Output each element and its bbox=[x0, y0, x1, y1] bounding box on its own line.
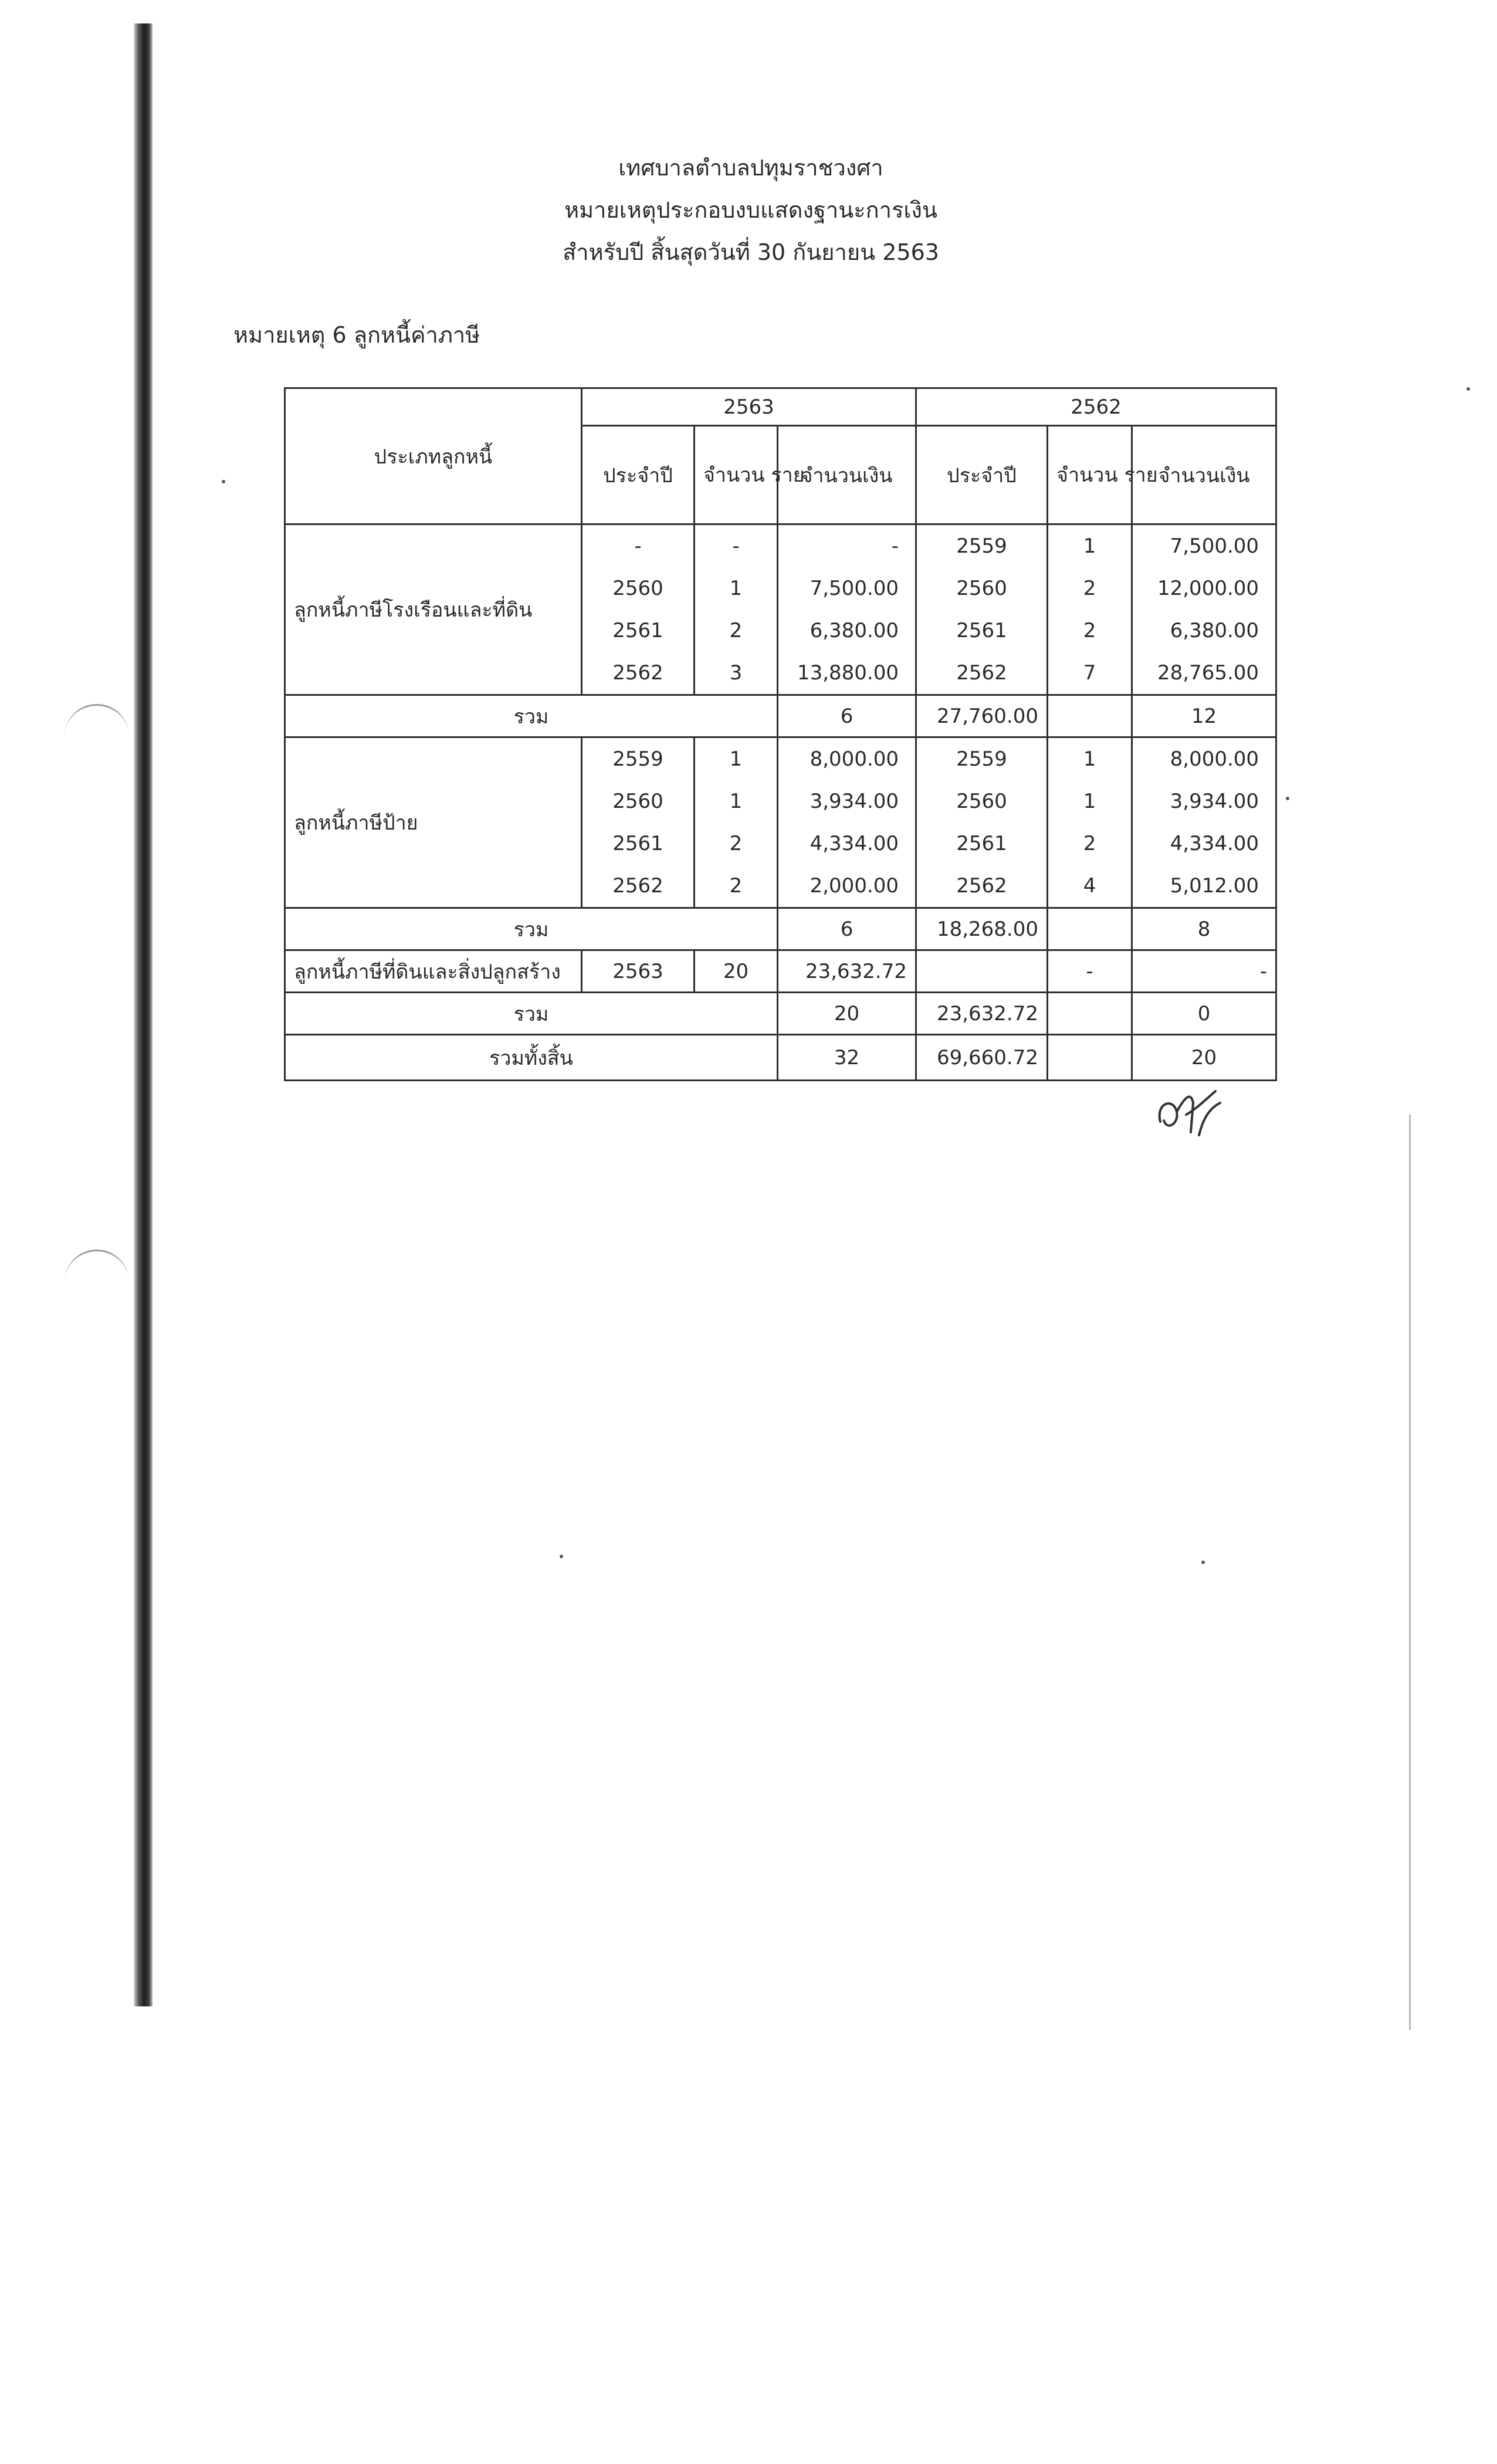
empty-cell bbox=[1048, 993, 1132, 1035]
header-year-current: 2563 bbox=[582, 388, 916, 426]
table-row bbox=[285, 524, 1276, 695]
debtor-type-label: ลูกหนี้ภาษีป้าย bbox=[285, 737, 582, 908]
count-cell: 1 1 2 4 bbox=[1048, 737, 1132, 908]
subtotal-count: 8 bbox=[1132, 908, 1276, 950]
year-cell: 2559 2560 2561 2562 bbox=[916, 524, 1048, 695]
signature-mark bbox=[1150, 1079, 1232, 1144]
punch-hole-mark bbox=[65, 1250, 129, 1292]
subtotal-amount: 27,760.00 bbox=[916, 695, 1048, 737]
amount-cell: - 7,500.00 6,380.00 13,880.00 bbox=[778, 524, 916, 695]
subtotal-amount: 18,268.00 bbox=[916, 908, 1048, 950]
scan-binding-edge bbox=[134, 23, 153, 2006]
count-cell: 20 bbox=[695, 950, 778, 993]
empty-cell bbox=[1048, 908, 1132, 950]
header-amount-col: จำนวนเงิน bbox=[778, 426, 916, 524]
count-cell: 1 1 2 2 bbox=[695, 737, 778, 908]
header-count-col: จำนวน ราย bbox=[695, 426, 778, 524]
amount-cell: - bbox=[1132, 950, 1276, 993]
grand-total-row bbox=[285, 1035, 1276, 1081]
subtotal-row bbox=[285, 993, 1276, 1035]
scan-speck bbox=[1466, 387, 1470, 391]
scan-speck bbox=[560, 1555, 563, 1558]
count-cell: - 1 2 3 bbox=[695, 524, 778, 695]
year-cell: 2563 bbox=[582, 950, 695, 993]
subtotal-count: 12 bbox=[1132, 695, 1276, 737]
header-debtor-type: ประเภทลูกหนี้ bbox=[285, 388, 582, 524]
note-title: หมายเหตุ 6 ลูกหนี้ค่าภาษี bbox=[233, 322, 480, 348]
scan-speck bbox=[1201, 1561, 1205, 1564]
subtotal-row bbox=[285, 695, 1276, 737]
scan-speck bbox=[1286, 797, 1289, 800]
document-header bbox=[516, 147, 985, 273]
header-year-col: ประจำปี bbox=[582, 426, 695, 524]
table-row bbox=[285, 737, 1276, 908]
subtotal-count: 0 bbox=[1132, 993, 1276, 1035]
punch-hole-mark bbox=[65, 704, 129, 747]
subtotal-count: 20 bbox=[778, 993, 916, 1035]
grand-total-count: 32 bbox=[778, 1035, 916, 1081]
table-row bbox=[285, 950, 1276, 993]
amount-cell: 8,000.00 3,934.00 4,334.00 2,000.00 bbox=[778, 737, 916, 908]
subtotal-label: รวม bbox=[285, 908, 778, 950]
subtotal-amount: 23,632.72 bbox=[916, 993, 1048, 1035]
header-amount-col: จำนวนเงิน bbox=[1132, 426, 1276, 524]
grand-total-label: รวมทั้งสิ้น bbox=[285, 1035, 778, 1081]
amount-cell: 8,000.00 3,934.00 4,334.00 5,012.00 bbox=[1132, 737, 1276, 908]
count-cell: - bbox=[1048, 950, 1132, 993]
scan-speck bbox=[222, 480, 225, 483]
header-period: สำหรับปี สิ้นสุดวันที่ 30 กันยายน 2563 bbox=[563, 239, 939, 265]
debtor-type-label: ลูกหนี้ภาษีโรงเรือนและที่ดิน bbox=[285, 524, 582, 695]
amount-cell: 7,500.00 12,000.00 6,380.00 28,765.00 bbox=[1132, 524, 1276, 695]
subtotal-row bbox=[285, 908, 1276, 950]
subtotal-label: รวม bbox=[285, 695, 778, 737]
header-organization: เทศบาลตำบลปทุมราชวงศา bbox=[618, 155, 883, 181]
subtotal-count: 6 bbox=[778, 695, 916, 737]
header-subtitle: หมายเหตุประกอบงบแสดงฐานะการเงิน bbox=[564, 197, 937, 223]
year-cell: 2559 2560 2561 2562 bbox=[582, 737, 695, 908]
grand-total-amount: 69,660.72 bbox=[916, 1035, 1048, 1081]
empty-cell bbox=[1048, 1035, 1132, 1081]
subtotal-count: 6 bbox=[778, 908, 916, 950]
empty-cell bbox=[1048, 695, 1132, 737]
amount-cell: 23,632.72 bbox=[778, 950, 916, 993]
header-year-col: ประจำปี bbox=[916, 426, 1048, 524]
year-cell bbox=[916, 950, 1048, 993]
header-count-col: จำนวน ราย bbox=[1048, 426, 1132, 524]
count-cell: 1 2 2 7 bbox=[1048, 524, 1132, 695]
scan-right-edge bbox=[1409, 1115, 1411, 2030]
debtor-type-label: ลูกหนี้ภาษีที่ดินและสิ่งปลูกสร้าง bbox=[285, 950, 582, 993]
header-year-previous: 2562 bbox=[916, 388, 1276, 426]
year-cell: 2559 2560 2561 2562 bbox=[916, 737, 1048, 908]
tax-receivables-table bbox=[284, 387, 1277, 1081]
subtotal-label: รวม bbox=[285, 993, 778, 1035]
year-cell: - 2560 2561 2562 bbox=[582, 524, 695, 695]
grand-total-count: 20 bbox=[1132, 1035, 1276, 1081]
